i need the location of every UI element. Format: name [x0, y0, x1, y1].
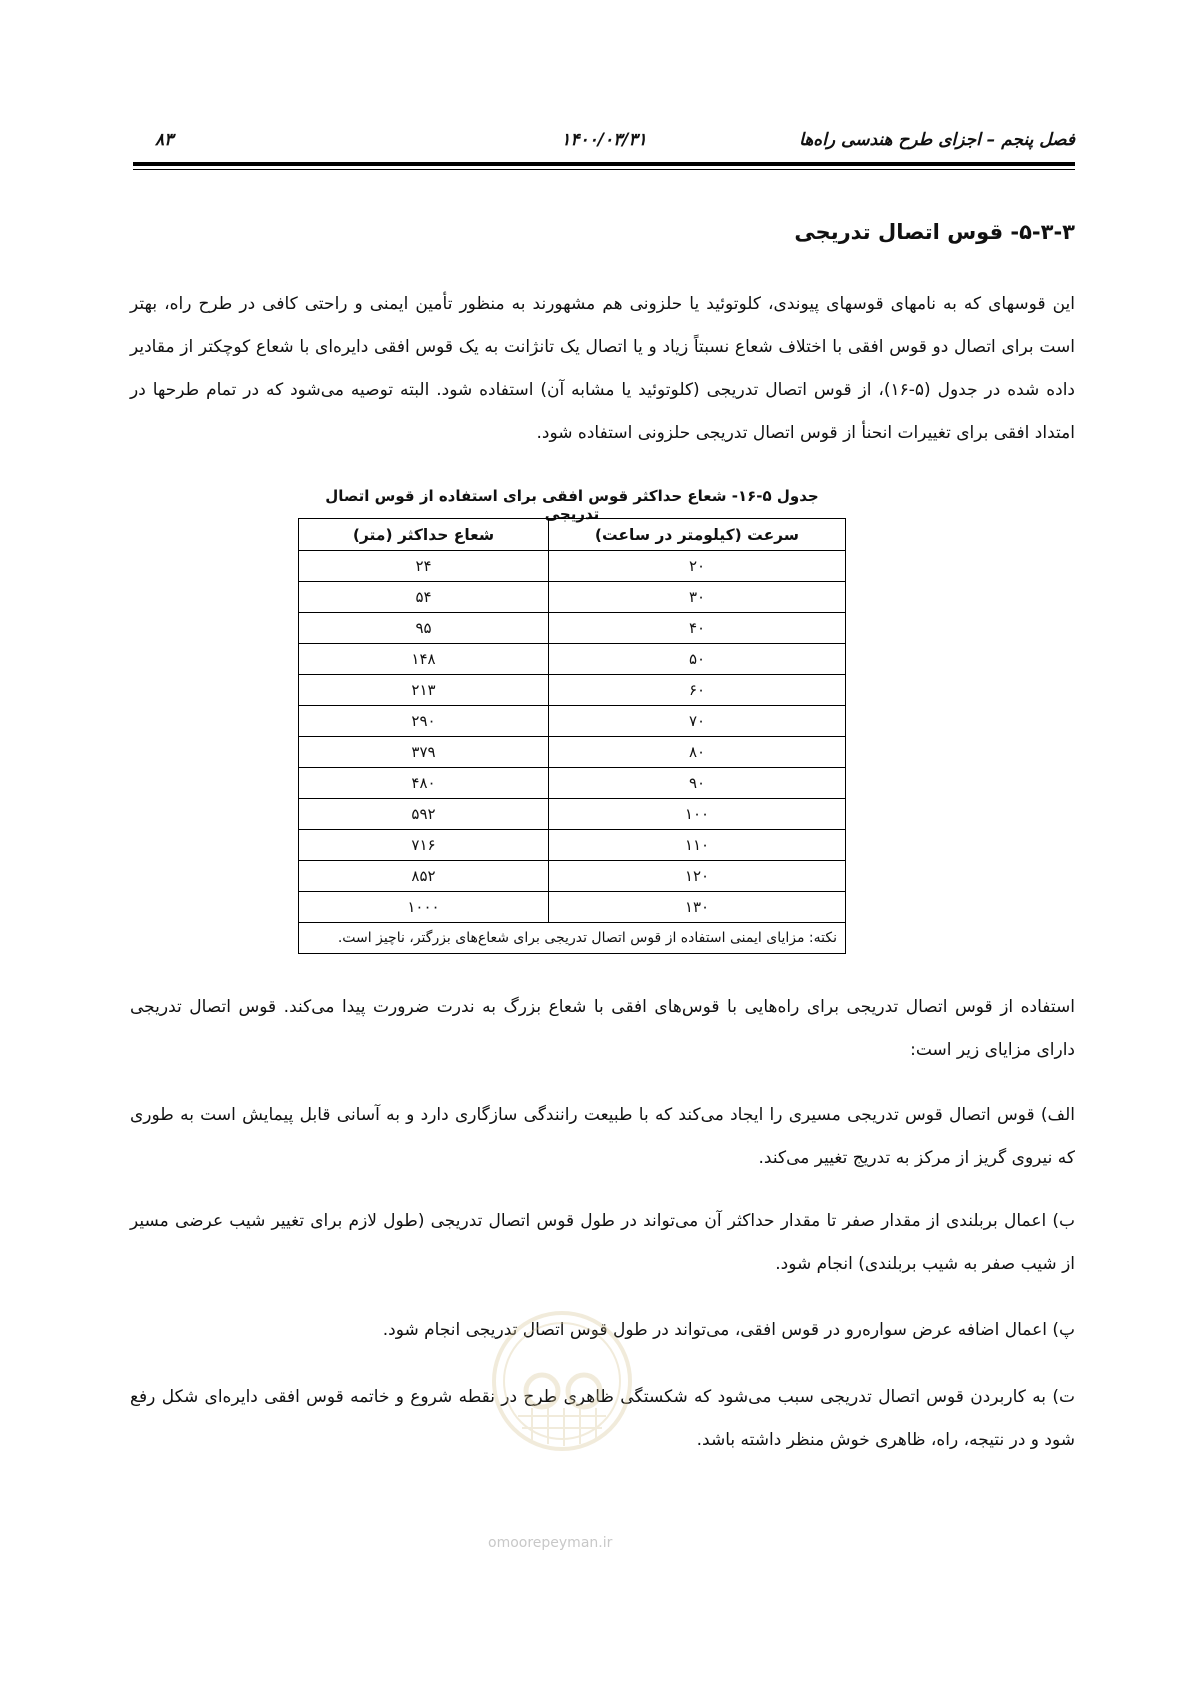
table-note-row — [299, 923, 846, 954]
table-body — [299, 551, 846, 923]
list-item-be: ب) اعمال بربلندی از مقدار صفر تا مقدار حداکثر آن می‌تواند در طول قوس اتصال تدریجی (طول لازم برای تغییر شیب عرضی مسیر از شیب صفر به شیب بربلندی) انجام شود. — [130, 1211, 1075, 1274]
radius-table — [298, 518, 846, 954]
header-rule-thick — [133, 162, 1075, 166]
table-row — [299, 613, 846, 644]
header-rule-thin — [133, 169, 1075, 170]
radius-cell: ۲۴ — [299, 551, 549, 582]
watermark-url: omoorepeyman.ir — [488, 1535, 613, 1551]
speed-cell: ۴۰ — [549, 613, 846, 644]
radius-cell: ۵۹۲ — [299, 799, 549, 830]
table-note: نکته: مزایای ایمنی استفاده از قوس اتصال تدریجی برای شعاع‌های بزرگتر، ناچیز است. — [299, 923, 846, 954]
table-row — [299, 644, 846, 675]
usage-paragraph: استفاده از قوس اتصال تدریجی برای راه‌هایی با قوس‌های افقی با شعاع بزرگ به ندرت ضرورت پیدا می‌کند. قوس اتصال تدریجی دارای مزایای زیر است: — [130, 997, 1075, 1060]
table-row — [299, 799, 846, 830]
radius-cell: ۱۰۰۰ — [299, 892, 549, 923]
list-item-pe: پ) اعمال اضافه عرض سواره‌رو در قوس افقی، می‌تواند در طول قوس اتصال تدریجی انجام شود. — [382, 1320, 1075, 1340]
radius-cell: ۷۱۶ — [299, 830, 549, 861]
radius-cell: ۴۸۰ — [299, 768, 549, 799]
omoorepeyman-seal-icon — [488, 1296, 636, 1466]
table-row — [299, 675, 846, 706]
table-row — [299, 892, 846, 923]
col-header-speed: سرعت (کیلومتر در ساعت) — [549, 519, 846, 551]
list-item-alef: الف) قوس اتصال قوس تدریجی مسیری را ایجاد می‌کند که با طبیعت رانندگی سازگاری دارد و به آسانی قابل پیمایش است به طوری که نیروی گریز از مرکز به تدریج تغییر می‌کند. — [130, 1105, 1075, 1168]
radius-cell: ۸۵۲ — [299, 861, 549, 892]
speed-cell: ۱۳۰ — [549, 892, 846, 923]
intro-paragraph: این قوسهای که به نامهای قوسهای پیوندی، کلوتوئید یا حلزونی هم مشهورند به منظور تأمین ایمنی و راحتی کافی در طرح راه، بهتر است برای اتصال دو قوس افقی با اختلاف شعاع نسبتاً زیاد و یا اتصال یک تانژانت به یک قوس افقی دایره‌ای با شعاع کوچکتر از مقادیر داده شده در جدول (۵-۱۶)، از قوس اتصال تدریجی (کلوتوئید یا مشابه آن) استفاده شود. البته توصیه می‌شود که در تمام طرحها در امتداد افقی برای تغییرات انحنأ از قوس اتصال تدریجی حلزونی استفاده شود. — [130, 294, 1076, 443]
speed-cell: ۹۰ — [549, 768, 846, 799]
radius-cell: ۱۴۸ — [299, 644, 549, 675]
radius-cell: ۹۵ — [299, 613, 549, 644]
table-row — [299, 737, 846, 768]
speed-cell: ۷۰ — [549, 706, 846, 737]
speed-cell: ۱۰۰ — [549, 799, 846, 830]
list-item-te: ت) به کاربردن قوس اتصال تدریجی سبب می‌شود که شکستگی ظاهری طرح در نقطه شروع و خاتمه قوس افقی دایره‌ای شکل رفع شود و در نتیجه، راه، ظاهری خوش منظر داشته باشد. — [130, 1387, 1075, 1450]
table-row — [299, 706, 846, 737]
table-caption: جدول ۵-۱۶- شعاع حداکثر قوس افقی برای استفاده از قوس اتصال تدریجی — [325, 487, 819, 523]
speed-cell: ۲۰ — [549, 551, 846, 582]
chapter-title: فصل پنجم – اجزای طرح هندسی راه‌ها — [799, 130, 1075, 150]
page-header — [133, 128, 1075, 154]
table-row — [299, 768, 846, 799]
speed-cell: ۶۰ — [549, 675, 846, 706]
table-header-row — [299, 519, 846, 551]
speed-cell: ۱۱۰ — [549, 830, 846, 861]
speed-cell: ۸۰ — [549, 737, 846, 768]
table-row — [299, 551, 846, 582]
radius-cell: ۵۴ — [299, 582, 549, 613]
table-row — [299, 582, 846, 613]
radius-cell: ۲۱۳ — [299, 675, 549, 706]
speed-cell: ۵۰ — [549, 644, 846, 675]
table-row — [299, 830, 846, 861]
radius-cell: ۲۹۰ — [299, 706, 549, 737]
page-number: ۸۳ — [155, 130, 174, 150]
speed-cell: ۱۲۰ — [549, 861, 846, 892]
header-date: ۱۴۰۰/۰۳/۳۱ — [561, 130, 647, 150]
radius-cell: ۳۷۹ — [299, 737, 549, 768]
table-row — [299, 861, 846, 892]
speed-cell: ۳۰ — [549, 582, 846, 613]
col-header-radius: شعاع حداکثر (متر) — [299, 519, 549, 551]
section-heading: ۵-۳-۳- قوس اتصال تدریجی — [794, 220, 1075, 244]
